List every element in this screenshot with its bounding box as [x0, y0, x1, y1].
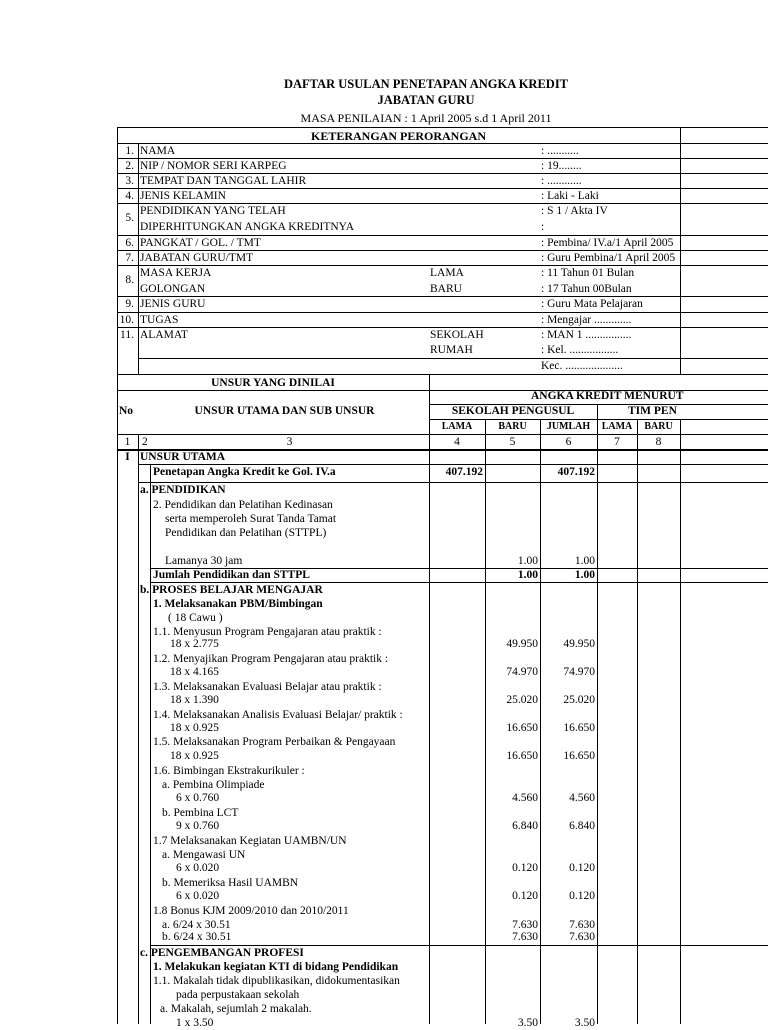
item-text: Lamanya 30 jam	[165, 555, 243, 567]
baru-value: 3.50	[517, 1017, 538, 1029]
baru-value: 16.650	[506, 750, 538, 762]
column-header-lama: LAMA	[441, 421, 473, 432]
section-title: UNSUR UTAMA	[140, 451, 226, 463]
row-sub-label: SEKOLAH	[430, 329, 484, 341]
baru-value: 16.650	[506, 722, 538, 734]
row-number: 9.	[125, 298, 134, 310]
column-group-angka-kredit: ANGKA KREDIT MENURUT	[531, 390, 684, 402]
item-heading: 1. Melakukan kegiatan KTI di bidang Pendidikan	[153, 961, 399, 973]
item-formula: 18 x 4.165	[170, 666, 219, 678]
item-heading: 1. Melaksanakan PBM/Bimbingan	[153, 598, 323, 610]
item-text: 1.1. Menyusun Program Pengajaran atau praktik :	[153, 626, 382, 638]
item-formula: 6 x 0.020	[176, 862, 220, 874]
item-formula: 18 x 2.775	[170, 638, 219, 650]
column-header-baru-tim: BARU	[644, 421, 673, 432]
row-value: : Kel. .................	[541, 344, 619, 356]
subsection-title: a. PENDIDIKAN	[140, 484, 226, 496]
column-header-no: No	[119, 405, 134, 417]
row-value: : Laki - Laki	[541, 190, 599, 202]
baru-value: 7.630	[512, 919, 538, 931]
row-label: TUGAS	[140, 314, 179, 326]
row-label: DIPERHITUNGKAN ANGKA KREDITNYA	[140, 221, 355, 233]
item-text: a. Pembina Olimpiade	[162, 779, 265, 791]
baru-value: 7.630	[512, 931, 538, 943]
jumlah-value: 49.950	[563, 638, 595, 650]
row-number: 4.	[125, 190, 134, 202]
jumlah-value: 74.970	[563, 666, 595, 678]
row-value: : Mengajar .............	[541, 314, 632, 326]
baru-value: 1.00	[517, 555, 538, 567]
item-formula: 6 x 0.020	[176, 890, 220, 902]
penetapan-lama-value: 407.192	[445, 466, 483, 478]
document-subtitle: JABATAN GURU	[377, 93, 475, 107]
column-number: 4	[454, 436, 460, 448]
baru-value: 4.560	[512, 792, 538, 804]
row-number: 5.	[125, 212, 134, 224]
section-number: I	[125, 451, 130, 463]
row-number: 7.	[125, 252, 134, 264]
item-text: b. Pembina LCT	[162, 807, 239, 819]
document-title: DAFTAR USULAN PENETAPAN ANGKA KREDIT	[283, 77, 569, 91]
item-text: 1.8 Bonus KJM 2009/2010 dan 2010/2011	[153, 905, 349, 917]
row-sub-label: LAMA	[430, 267, 464, 279]
jumlah-value: 7.630	[569, 919, 595, 931]
row-sub-label: BARU	[430, 283, 462, 295]
item-text: 1.4. Melaksanakan Analisis Evaluasi Belajar/ praktik :	[153, 709, 403, 721]
baru-value: 0.120	[512, 890, 538, 902]
personal-section-heading: KETERANGAN PERORANGAN	[310, 129, 486, 143]
row-label: JENIS KELAMIN	[140, 190, 226, 202]
item-text: Pendidikan dan Pelatihan (STTPL)	[165, 527, 327, 539]
row-value: : Pembina/ IV.a/1 April 2005	[541, 237, 674, 249]
row-label: TEMPAT DAN TANGGAL LAHIR	[140, 175, 307, 187]
jumlah-value: 16.650	[563, 722, 595, 734]
column-number: 5	[509, 436, 516, 448]
column-number: 6	[565, 436, 572, 448]
column-number: 8	[655, 436, 662, 448]
column-group-sekolah-pengusul: SEKOLAH PENGUSUL	[451, 405, 575, 417]
item-text: 2. Pendidikan dan Pelatihan Kedinasan	[153, 499, 333, 511]
column-header-baru: BARU	[498, 421, 527, 432]
row-label: MASA KERJA	[140, 267, 212, 279]
baru-value: 74.970	[506, 666, 538, 678]
item-text: 1.5. Melaksanakan Program Perbaikan & Pengayaan	[153, 736, 396, 748]
row-number: 3.	[125, 175, 134, 187]
jumlah-value: 1.00	[574, 555, 595, 567]
jumlah-value: 0.120	[569, 862, 595, 874]
item-text: a. Mengawasi UN	[162, 849, 246, 861]
column-header-unsur-utama: UNSUR UTAMA DAN SUB UNSUR	[194, 405, 375, 417]
item-text: 1.3. Melaksanakan Evaluasi Belajar atau praktik :	[153, 681, 382, 693]
item-formula: 9 x 0.760	[176, 820, 220, 832]
item-formula: 18 x 1.390	[170, 694, 219, 706]
item-formula: b. 6/24 x 30.51	[162, 931, 232, 943]
item-formula: 6 x 0.760	[176, 792, 220, 804]
subtotal-baru-value: 1.00	[517, 569, 538, 581]
row-value: : ...........	[541, 145, 579, 157]
item-formula: 1 x 3.50	[176, 1017, 214, 1029]
baru-value: 49.950	[506, 638, 538, 650]
item-formula: 18 x 0.925	[170, 722, 219, 734]
item-formula: 18 x 0.925	[170, 750, 219, 762]
column-number: 3	[286, 436, 293, 448]
row-sub-label: RUMAH	[430, 344, 473, 356]
item-text: 1.7 Melaksanakan Kegiatan UAMBN/UN	[153, 835, 347, 847]
item-text: pada perpustakaan sekolah	[176, 989, 300, 1001]
row-value: : MAN 1 ................	[541, 329, 632, 341]
assessment-period: MASA PENILAIAN : 1 April 2005 s.d 1 April 2011	[300, 111, 552, 125]
subsection-title: b. PROSES BELAJAR MENGAJAR	[140, 584, 323, 596]
row-value: Kec. ....................	[541, 360, 623, 372]
row-value: : 19........	[541, 160, 582, 172]
column-group-unsur: UNSUR YANG DINILAI	[211, 377, 335, 389]
baru-value: 0.120	[512, 862, 538, 874]
item-formula: a. 6/24 x 30.51	[162, 919, 231, 931]
baru-value: 6.840	[512, 820, 538, 832]
column-number: 2	[142, 436, 148, 448]
column-number: 1	[124, 436, 131, 448]
column-group-tim-penilai: TIM PEN	[628, 405, 677, 417]
subsection-title: c. PENGEMBANGAN PROFESI	[140, 947, 304, 959]
row-value: : Guru Pembina/1 April 2005	[541, 252, 676, 264]
row-label: JABATAN GURU/TMT	[140, 252, 254, 264]
item-text: 1.6. Bimbingan Ekstrakurikuler :	[153, 765, 305, 777]
item-text: 1.1. Makalah tidak dipublikasikan, didokumentasikan	[153, 975, 400, 987]
penetapan-label: Penetapan Angka Kredit ke Gol. IV.a	[153, 466, 336, 478]
column-header-jumlah: JUMLAH	[546, 421, 591, 432]
item-text: a. Makalah, sejumlah 2 makalah.	[160, 1003, 312, 1015]
jumlah-value: 6.840	[569, 820, 595, 832]
jumlah-value: 0.120	[569, 890, 595, 902]
row-value: : 17 Tahun 00Bulan	[541, 283, 632, 295]
row-label: NIP / NOMOR SERI KARPEG	[140, 160, 287, 172]
row-label: ALAMAT	[140, 329, 188, 341]
row-number: 1.	[125, 145, 134, 157]
penetapan-jumlah-value: 407.192	[557, 466, 595, 478]
item-text: serta memperoleh Surat Tanda Tamat	[165, 513, 337, 525]
row-value: :	[541, 221, 545, 233]
row-value: : S 1 / Akta IV	[541, 205, 608, 217]
row-value: : Guru Mata Pelajaran	[541, 298, 643, 310]
row-label: NAMA	[140, 145, 176, 157]
item-text: ( 18 Cawu )	[168, 612, 223, 624]
jumlah-value: 7.630	[569, 931, 595, 943]
row-label: GOLONGAN	[140, 283, 206, 295]
row-label: PENDIDIKAN YANG TELAH	[140, 205, 286, 217]
jumlah-value: 25.020	[563, 694, 595, 706]
row-label: JENIS GURU	[140, 298, 206, 310]
row-value: : ............	[541, 175, 582, 187]
column-header-lama-tim: LAMA	[601, 421, 633, 432]
row-number: 2.	[125, 160, 134, 172]
column-number: 7	[614, 436, 620, 448]
row-number: 8.	[125, 274, 134, 286]
row-value: : 11 Tahun 01 Bulan	[541, 267, 635, 279]
jumlah-value: 4.560	[569, 792, 595, 804]
item-text: b. Memeriksa Hasil UAMBN	[162, 877, 299, 889]
row-number: 6.	[125, 237, 134, 249]
jumlah-value: 3.50	[574, 1017, 595, 1029]
subtotal-label: Jumlah Pendidikan dan STTPL	[153, 569, 310, 581]
subtotal-jumlah-value: 1.00	[574, 569, 595, 581]
item-text: 1.2. Menyajikan Program Pengajaran atau praktik :	[153, 653, 389, 665]
baru-value: 25.020	[506, 694, 538, 706]
row-number: 11.	[120, 329, 134, 341]
row-number: 10.	[119, 314, 134, 326]
jumlah-value: 16.650	[563, 750, 595, 762]
row-label: PANGKAT / GOL. / TMT	[140, 237, 261, 249]
